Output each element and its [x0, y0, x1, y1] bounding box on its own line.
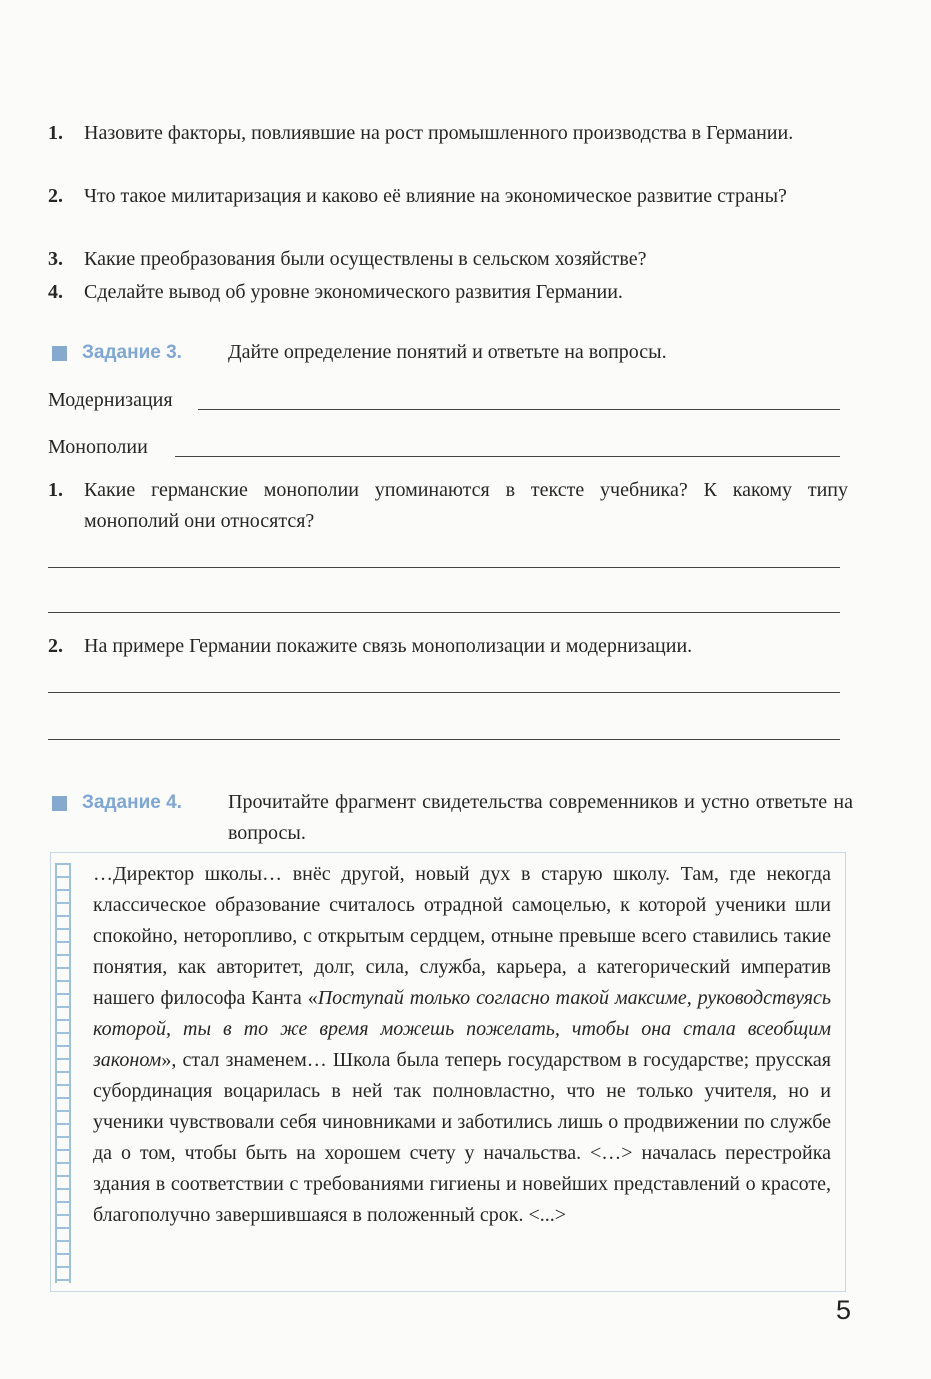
task-label: Задание 3. — [82, 342, 182, 363]
answer-line-monopolies[interactable] — [175, 456, 840, 457]
task-square-icon — [52, 346, 67, 361]
task-label: Задание 4. — [82, 792, 182, 813]
task-instruction: Прочитайте фрагмент свидетельства современников и устно ответьте на вопросы. — [228, 791, 853, 844]
question-number: 4. — [48, 281, 63, 303]
decorative-border — [55, 863, 71, 1283]
question-number: 3. — [48, 248, 63, 270]
quote-part-1: …Директор школы… внёс другой, новый дух в старую школу. Там, где некогда классическое образование считалось отрадной самоцелью, к которой ученики шли спокойно, неторопливо, с открытым сердцем, отныне превыше всего ставились такие понятия, как авторитет, долг, сила, служба, карьера, а категорический императив нашего философа Канта « — [93, 863, 831, 1009]
quote-box — [50, 852, 846, 1292]
question-1 — [48, 118, 848, 149]
quote-text — [93, 859, 831, 1231]
question-number: 1. — [48, 479, 63, 501]
question-3 — [48, 244, 848, 275]
question-text: Какие преобразования были осуществлены в сельском хозяйстве? — [84, 248, 647, 270]
quote-italic: Поступай только согласно такой максиме, руководствуясь которой, ты в то же время можешь пожелать, чтобы она стала всеобщим законом — [93, 987, 832, 1071]
task-square-icon — [52, 796, 67, 811]
question-4 — [48, 277, 848, 308]
question-text: На примере Германии покажите связь монополизации и модернизации. — [84, 635, 693, 657]
answer-line[interactable] — [48, 612, 840, 613]
task-3-header — [48, 337, 853, 368]
question-text: Что такое милитаризация и каково её влияние на экономическое развитие страны? — [84, 185, 787, 207]
quote-part-2: », стал знаменем… Школа была теперь государством в государстве; прусская субординация воцарилась в ней так полновластно, что не только учителя, но и ученики чувствовали себя чиновниками и заботились лишь о продвижении по службе да о том, чтобы быть на хорошем счету у начальства. <…> началась перестройка здания в соответствии с требованиями гигиены и новейших представлений о красоте, благополучно завершившаяся в положенный срок. <...> — [93, 1049, 831, 1226]
question-text: Какие германские монополии упоминаются в тексте учебника? К какому типу монополий они относятся? — [84, 479, 848, 532]
question-number: 1. — [48, 122, 63, 144]
term-modernization-label: Модернизация — [48, 389, 173, 411]
answer-line[interactable] — [48, 739, 840, 740]
task-instruction: Дайте определение понятий и ответьте на вопросы. — [228, 341, 667, 363]
question-text: Назовите факторы, повлиявшие на рост промышленного производства в Германии. — [84, 122, 794, 144]
answer-line-modernization[interactable] — [198, 409, 840, 410]
answer-line[interactable] — [48, 692, 840, 693]
task3-question-1 — [48, 475, 848, 537]
term-monopolies-label: Монополии — [48, 436, 148, 458]
task-4-header — [48, 787, 853, 849]
question-2 — [48, 181, 848, 212]
question-number: 2. — [48, 635, 63, 657]
answer-line[interactable] — [48, 567, 840, 568]
task3-question-2 — [48, 631, 848, 662]
page-number: 5 — [835, 1295, 851, 1325]
question-text: Сделайте вывод об уровне экономического развития Германии. — [84, 281, 623, 303]
question-number: 2. — [48, 185, 63, 207]
